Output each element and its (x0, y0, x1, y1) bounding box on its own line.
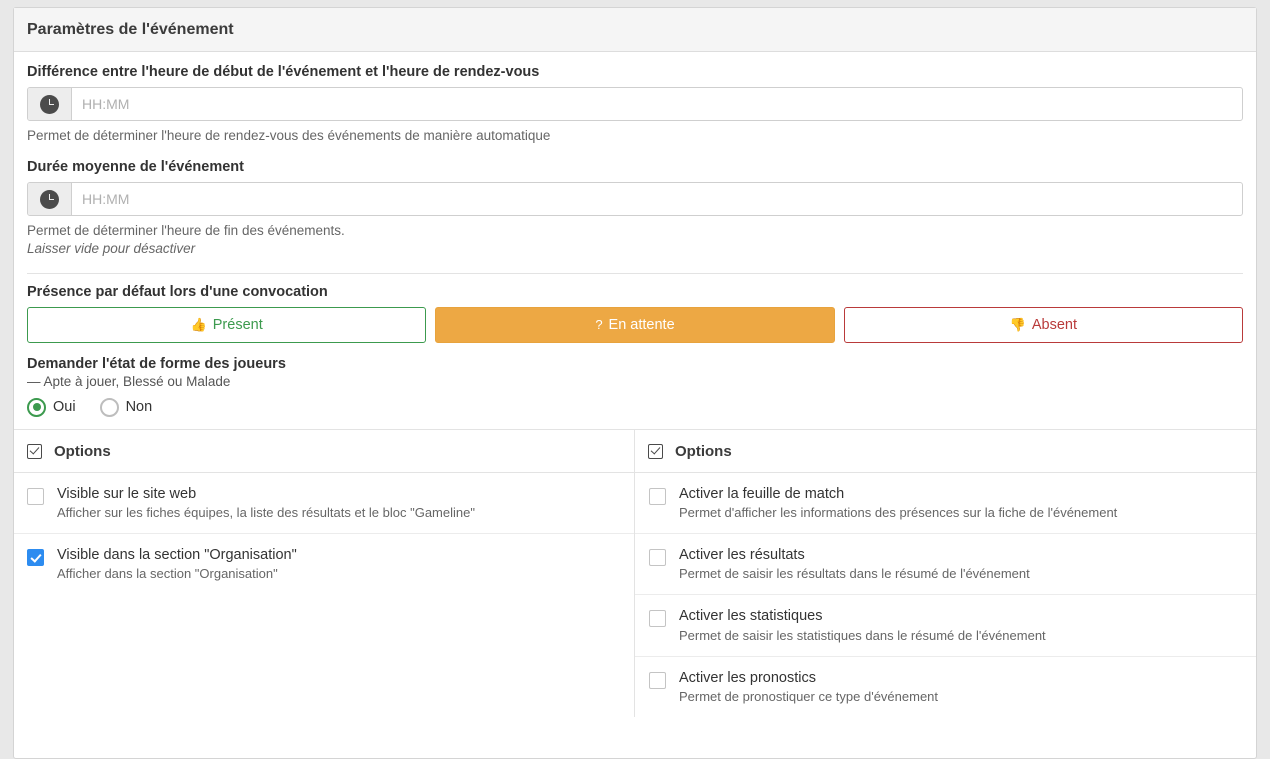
checkbox-all-icon[interactable] (648, 444, 663, 459)
options-right-column (635, 430, 1256, 718)
presence-present-label: Présent (212, 316, 263, 333)
question-mark-icon: ? (595, 317, 603, 333)
presence-button-row (27, 307, 1243, 343)
checkbox-predictions[interactable] (649, 672, 666, 689)
option-row-statistics[interactable] (635, 595, 1256, 656)
offset-label: Différence entre l'heure de début de l'événement et l'heure de rendez-vous (27, 64, 540, 80)
duration-label: Durée moyenne de l'événement (27, 159, 244, 176)
option-organisation-title: Visible dans la section "Organisation" (57, 547, 297, 564)
checkbox-matchsheet[interactable] (649, 488, 666, 505)
option-row-organisation[interactable] (14, 534, 634, 594)
duration-help (27, 222, 1243, 258)
option-results-text (679, 546, 1030, 582)
option-matchsheet-desc: Permet d'afficher les informations des présences sur la fiche de l'événement (679, 504, 1118, 520)
option-website-desc: Afficher sur les fiches équipes, la liste des résultats et le bloc "Gameline" (57, 504, 475, 520)
option-row-results[interactable] (635, 534, 1256, 595)
options-columns (14, 429, 1256, 718)
panel-header (14, 8, 1256, 52)
option-predictions-text (679, 669, 938, 705)
presence-present-button[interactable] (27, 307, 426, 343)
option-statistics-text (679, 607, 1046, 643)
offset-input[interactable] (72, 88, 1242, 120)
option-row-website[interactable] (14, 473, 634, 534)
fitness-radio-yes-label: Oui (53, 399, 76, 416)
checkbox-statistics[interactable] (649, 610, 666, 627)
checkbox-results[interactable] (649, 549, 666, 566)
fitness-field (27, 356, 1243, 417)
option-statistics-title: Activer les statistiques (679, 608, 823, 625)
thumbs-up-icon: 👍 (190, 317, 207, 333)
right-options-header[interactable] (635, 430, 1256, 473)
time-settings-section (14, 52, 1256, 274)
duration-addon (28, 183, 72, 215)
option-organisation-desc: Afficher dans la section "Organisation" (57, 566, 278, 582)
presence-waiting-label: En attente (608, 316, 675, 333)
option-results-title: Activer les résultats (679, 547, 805, 564)
fitness-label: Demander l'état de forme des joueurs (27, 355, 286, 372)
fitness-radio-group (27, 398, 1243, 417)
option-organisation-text (57, 546, 297, 582)
option-row-matchsheet[interactable] (635, 473, 1256, 534)
clock-icon (40, 95, 59, 114)
page-title: Paramètres de l'événement (27, 20, 234, 38)
duration-input[interactable] (72, 183, 1242, 215)
offset-addon (28, 88, 72, 120)
option-website-title: Visible sur le site web (57, 485, 197, 502)
event-settings-panel (13, 7, 1257, 759)
duration-field (27, 159, 1243, 258)
offset-help: Permet de déterminer l'heure de rendez-vous des événements de manière automatique (27, 128, 551, 143)
checkbox-website[interactable] (27, 488, 44, 505)
presence-label: Présence par défaut lors d'une convocation (27, 283, 328, 300)
duration-help-text: Permet de déterminer l'heure de fin des événements. (27, 223, 345, 239)
presence-absent-label: Absent (1031, 316, 1077, 333)
presence-absent-button[interactable] (844, 307, 1243, 343)
duration-help-italic: Laisser vide pour désactiver (27, 241, 196, 257)
option-row-predictions[interactable] (635, 657, 1256, 717)
duration-input-group[interactable] (27, 182, 1243, 216)
checkbox-all-icon[interactable] (27, 444, 42, 459)
radio-checked-icon[interactable] (27, 398, 46, 417)
fitness-radio-no[interactable] (100, 398, 153, 417)
presence-section (14, 274, 1256, 417)
option-predictions-desc: Permet de pronostiquer ce type d'événement (679, 688, 939, 704)
radio-unchecked-icon[interactable] (100, 398, 119, 417)
right-options-header-label: Options (675, 442, 732, 460)
option-results-desc: Permet de saisir les résultats dans le résumé de l'événement (679, 566, 1030, 582)
offset-input-group[interactable] (27, 87, 1243, 121)
options-left-column (14, 430, 635, 718)
left-options-header-label: Options (54, 442, 111, 460)
clock-icon (40, 190, 59, 209)
option-matchsheet-title: Activer la feuille de match (679, 485, 845, 502)
option-matchsheet-text (679, 485, 1117, 521)
presence-waiting-button[interactable] (435, 307, 834, 343)
left-options-header[interactable] (14, 430, 634, 473)
fitness-radio-no-label: Non (125, 399, 153, 416)
option-statistics-desc: Permet de saisir les statistiques dans le résumé de l'événement (679, 627, 1046, 643)
thumbs-down-icon: 👎 (1009, 317, 1026, 333)
checkbox-organisation[interactable] (27, 549, 44, 566)
fitness-sublabel: — Apte à jouer, Blessé ou Malade (27, 373, 231, 389)
fitness-radio-yes[interactable] (27, 398, 76, 417)
option-predictions-title: Activer les pronostics (679, 669, 816, 686)
option-website-text (57, 485, 475, 521)
offset-field (27, 64, 1243, 145)
